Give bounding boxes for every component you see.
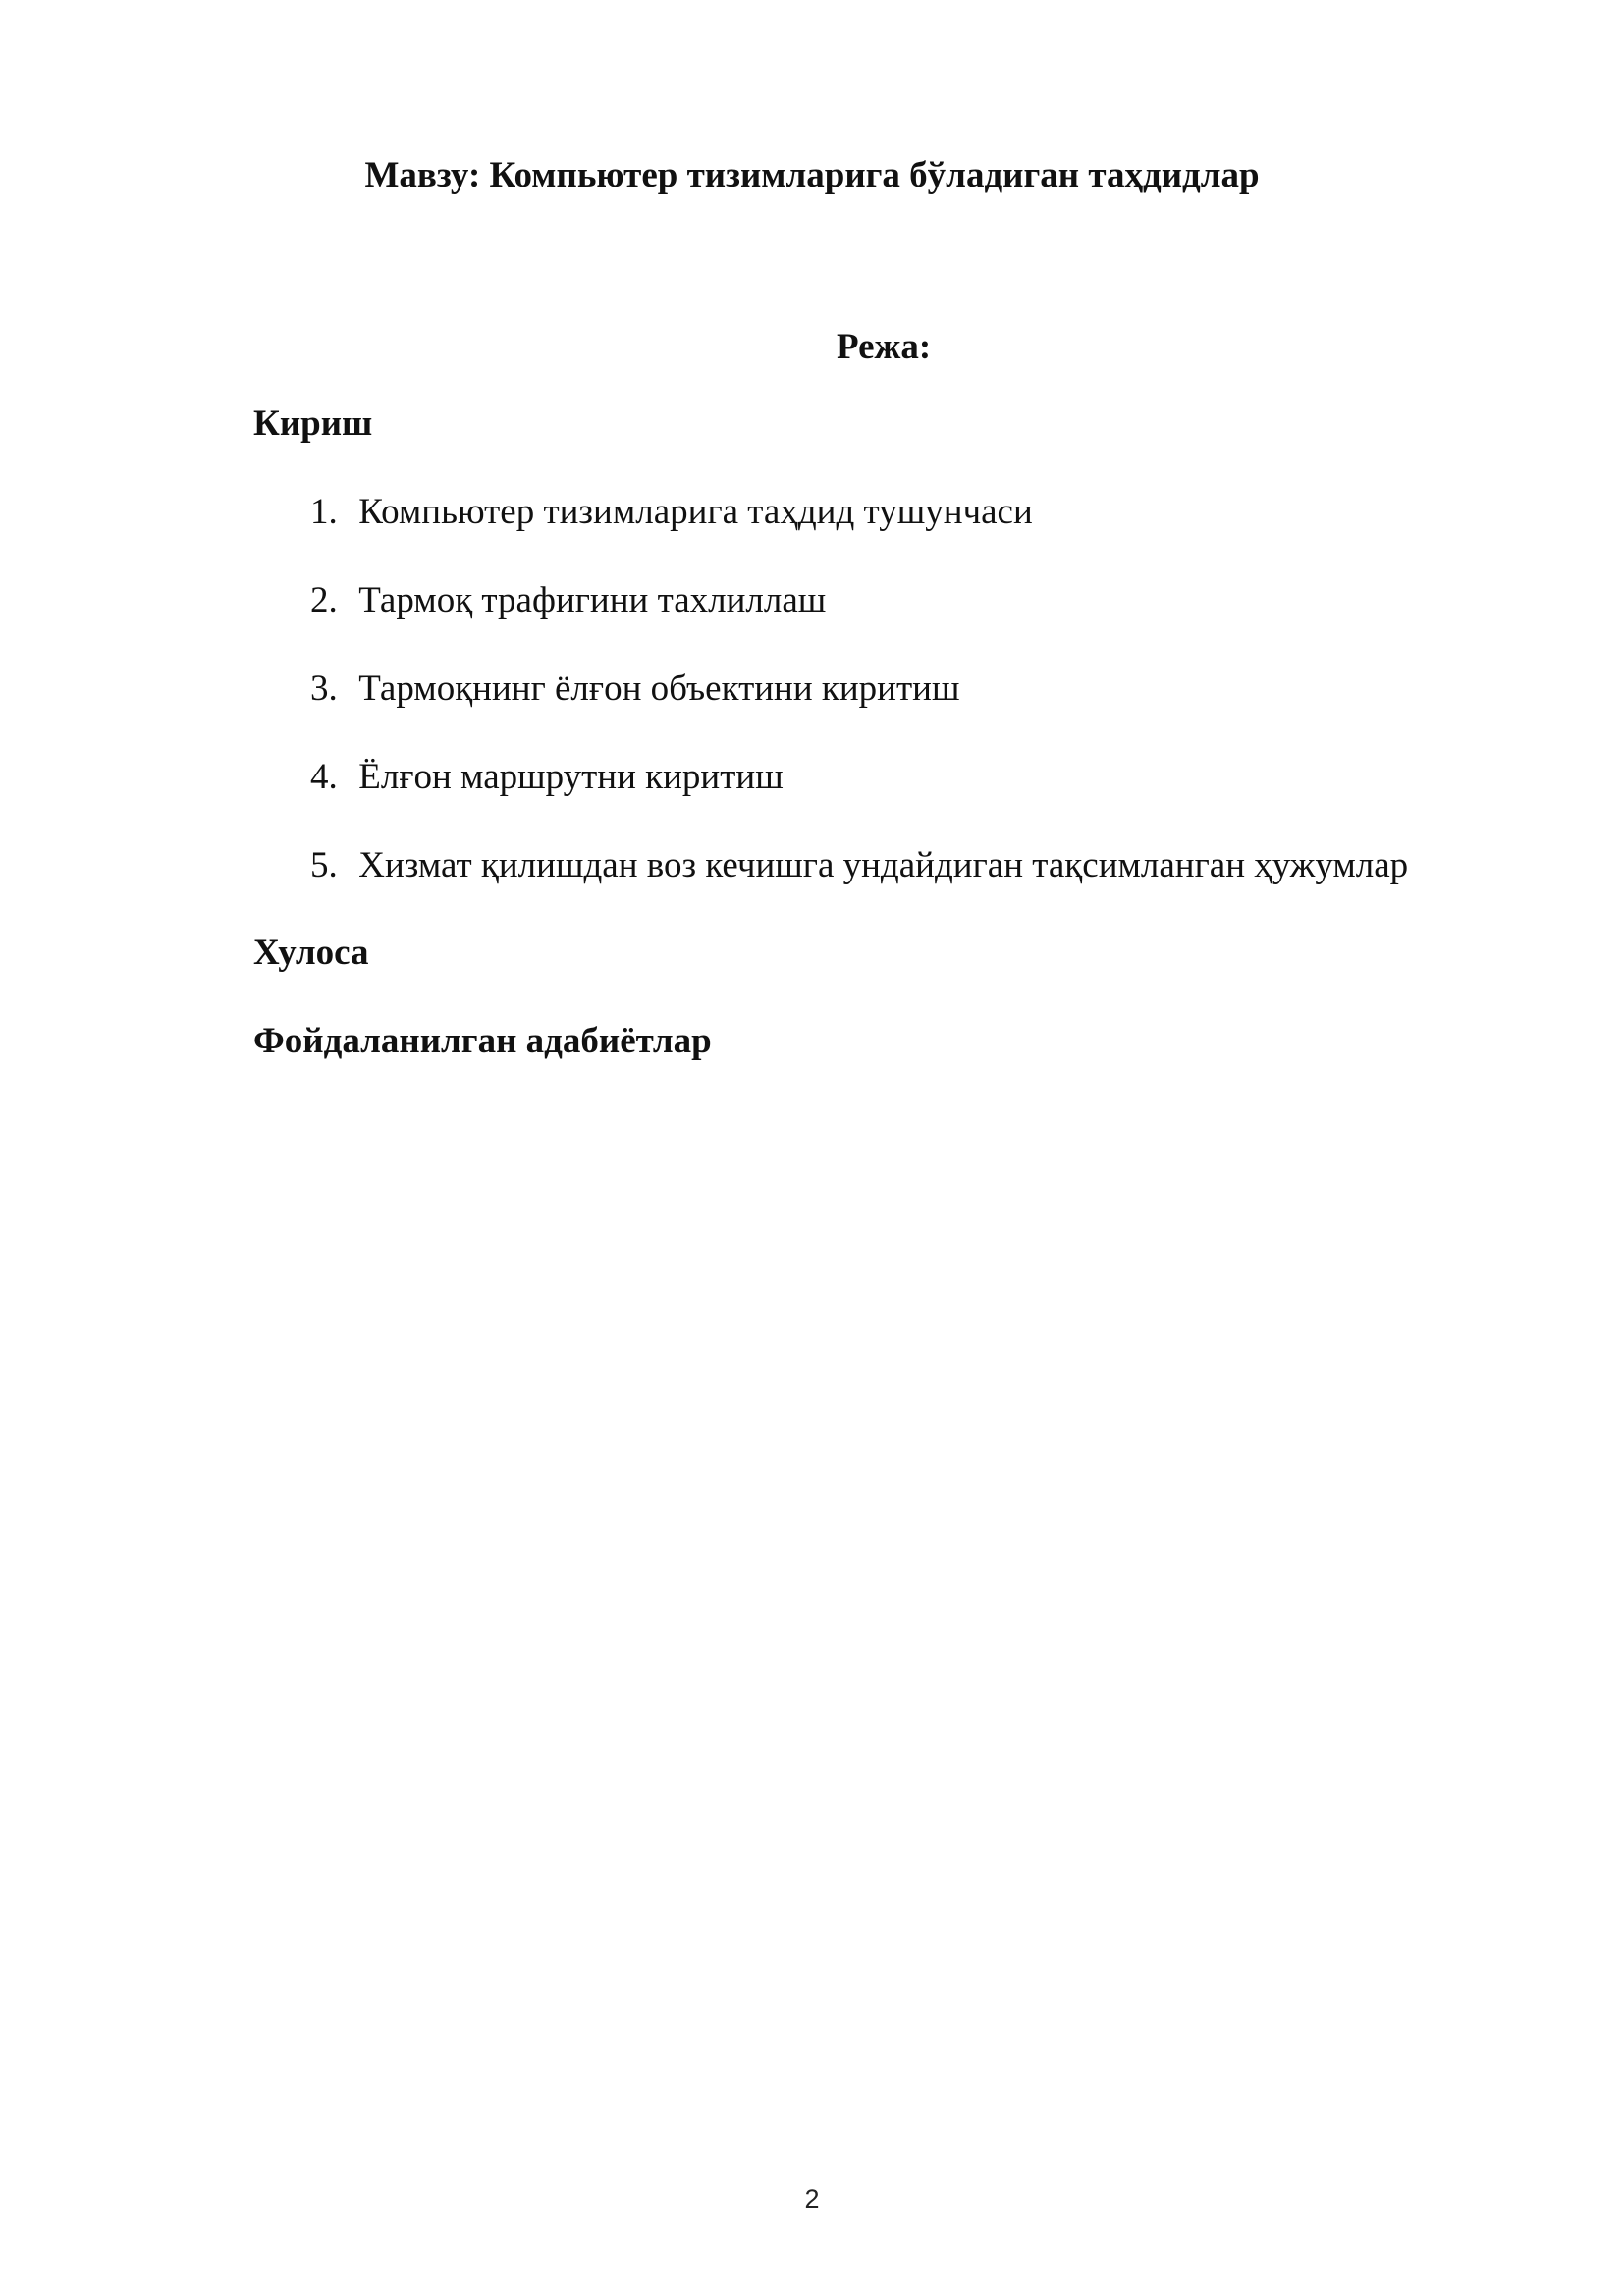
section-references: Фойдаланилган адабиётлар <box>253 1021 712 1061</box>
plan-list <box>310 488 1408 930</box>
plan-item-number: 2. <box>310 580 338 620</box>
plan-item <box>310 488 1408 576</box>
plan-heading: Режа: <box>837 327 932 367</box>
plan-item <box>310 665 1408 753</box>
plan-item-text: Компьютер тизимларига таҳдид тушунчаси <box>358 492 1033 532</box>
plan-item-text: Тармоқнинг ёлғон объектини киритиш <box>358 668 960 709</box>
plan-item-number: 5. <box>310 845 338 885</box>
plan-item-text: Ёлғон маршрутни киритиш <box>358 757 784 797</box>
plan-item-number: 3. <box>310 668 338 709</box>
plan-item-text: Тармоқ трафигини тахлиллаш <box>358 580 827 620</box>
section-intro: Кириш <box>253 403 373 444</box>
plan-item <box>310 576 1408 665</box>
plan-item-number: 4. <box>310 757 338 797</box>
plan-item-number: 1. <box>310 492 338 532</box>
page-number: 2 <box>804 2184 820 2214</box>
document-title: Мавзу: Компьютер тизимларига бўладиган таҳдидлар <box>364 155 1260 195</box>
plan-item <box>310 753 1408 841</box>
section-conclusion: Хулоса <box>253 933 369 973</box>
plan-item-text: Хизмат қилишдан воз кечишга ундайдиган тақсимланган ҳужумлар <box>358 845 1409 885</box>
plan-item <box>310 841 1408 930</box>
